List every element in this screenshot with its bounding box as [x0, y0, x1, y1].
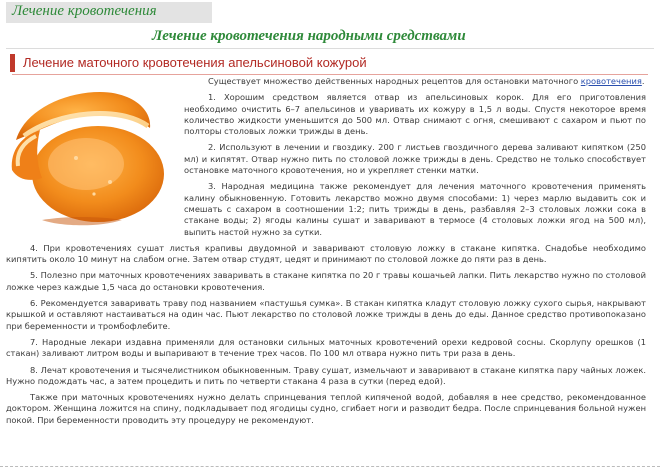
remedy-paragraph-6: 6. Рекомендуется заваривать траву под названием «пастушья сумка». В стакан кипятка кладут столовую ложку сухого сырья, накрывают крышкой и оставляют настаиваться на один час. Пьют лекарство по столовой ложке трижды в день до еды. Данное средство противопоказано при беременности и тромбофлебите. [6, 298, 646, 331]
remedy-paragraph-1: 1. Хорошим средством является отвар из апельсиновых корок. Для его приготовления необходимо очистить 6–7 апельсинов и уваривать их кожуру в 1,5 л воды. Спустя некоторое время количество жидкости уменьшится до 500 мл. Отвар снимают с огня, смешивают с сахаром и пьют по полторы столовых ложки трижды в день. [184, 92, 646, 137]
douching-paragraph: Также при маточных кровотечениях нужно делать спринцевания теплой кипяченой водой, добавляя в нее средство, рекомендованное доктором. Женщина ложится на спину, подкладывает под ягодицы судно, сгибает ноги и разводит бедра. После спринцевания больной нужен покой. При беременности проводить эту процедуру не рекомендуют. [6, 392, 646, 425]
footer-divider [0, 466, 660, 467]
remedy-paragraph-5: 5. Полезно при маточных кровотечениях заваривать в стакане кипятка по 20 г травы кошачьей лапки. Пить лекарство нужно по столовой ложке через каждые 1,5 часа до остановки кровотечения. [6, 270, 646, 292]
orange-peel-image [2, 70, 174, 230]
bleeding-link[interactable]: кровотечения [580, 76, 642, 86]
remedy-paragraph-3: 3. Народная медицина также рекомендует для лечения маточного кровотечения применять калину обыкновенную. Готовить лекарство можно двумя способами: 1) через марлю выдавить сок и смешать с сахаром в соотношении 1:2; пить трижды в день, разбавляя 2–3 столовых ложки сока в стакане воды; 2) ягоды калины сушат и заваривают в термосе (4 столовых ложки ягод на 500 мл), выпить настой нужно за сутки. [184, 181, 646, 237]
remedy-paragraph-2: 2. Используют в лечении и гвоздику. 200 г листьев гвоздичного дерева заливают кипятком (250 мл) и кипятят. Отвар нужно пить по столовой ложке трижды в день. Средство не только способствует остановке маточного кровотечения, но и укрепляет стенки матки. [184, 142, 646, 176]
remedy-paragraph-7: 7. Народные лекари издавна применяли для остановки сильных маточных кровотечений орехи кедровой сосны. Скорлупу орешков (1 стакан) заливают литром воды и выпаривают в течение трех часов. По 100 мл отвара нужно пить три раза в день. [6, 336, 646, 359]
header-divider [6, 48, 654, 49]
page-subtitle: Лечение кровотечения народными средствами [152, 28, 466, 44]
site-title: Лечение кровотечения [12, 3, 157, 19]
section-title: Лечение маточного кровотечения апельсиновой кожурой [23, 55, 367, 70]
intro-end: . [641, 76, 645, 86]
remedy-paragraph-8: 8. Лечат кровотечения и тысячелистником обыкновенным. Траву сушат, измельчают и заваривают в стакане кипятка пару чайных ложек. Нужно подождать час, а затем процедить и пить по четверти стакана 4 раза в сутки (перед едой). [6, 364, 646, 386]
intro-text: Существует множество действенных народных рецептов для остановки маточного [208, 76, 579, 86]
remedy-paragraph-4: 4. При кровотечениях сушат листья крапивы двудомной и заваривают столовую ложку в стакане кипятка. Снадобье необходимо кипятить около 10 минут на слабом огне. Затем отвар студят, цедят и принимают по столовой ложке до пяти раз в день. [6, 242, 646, 265]
